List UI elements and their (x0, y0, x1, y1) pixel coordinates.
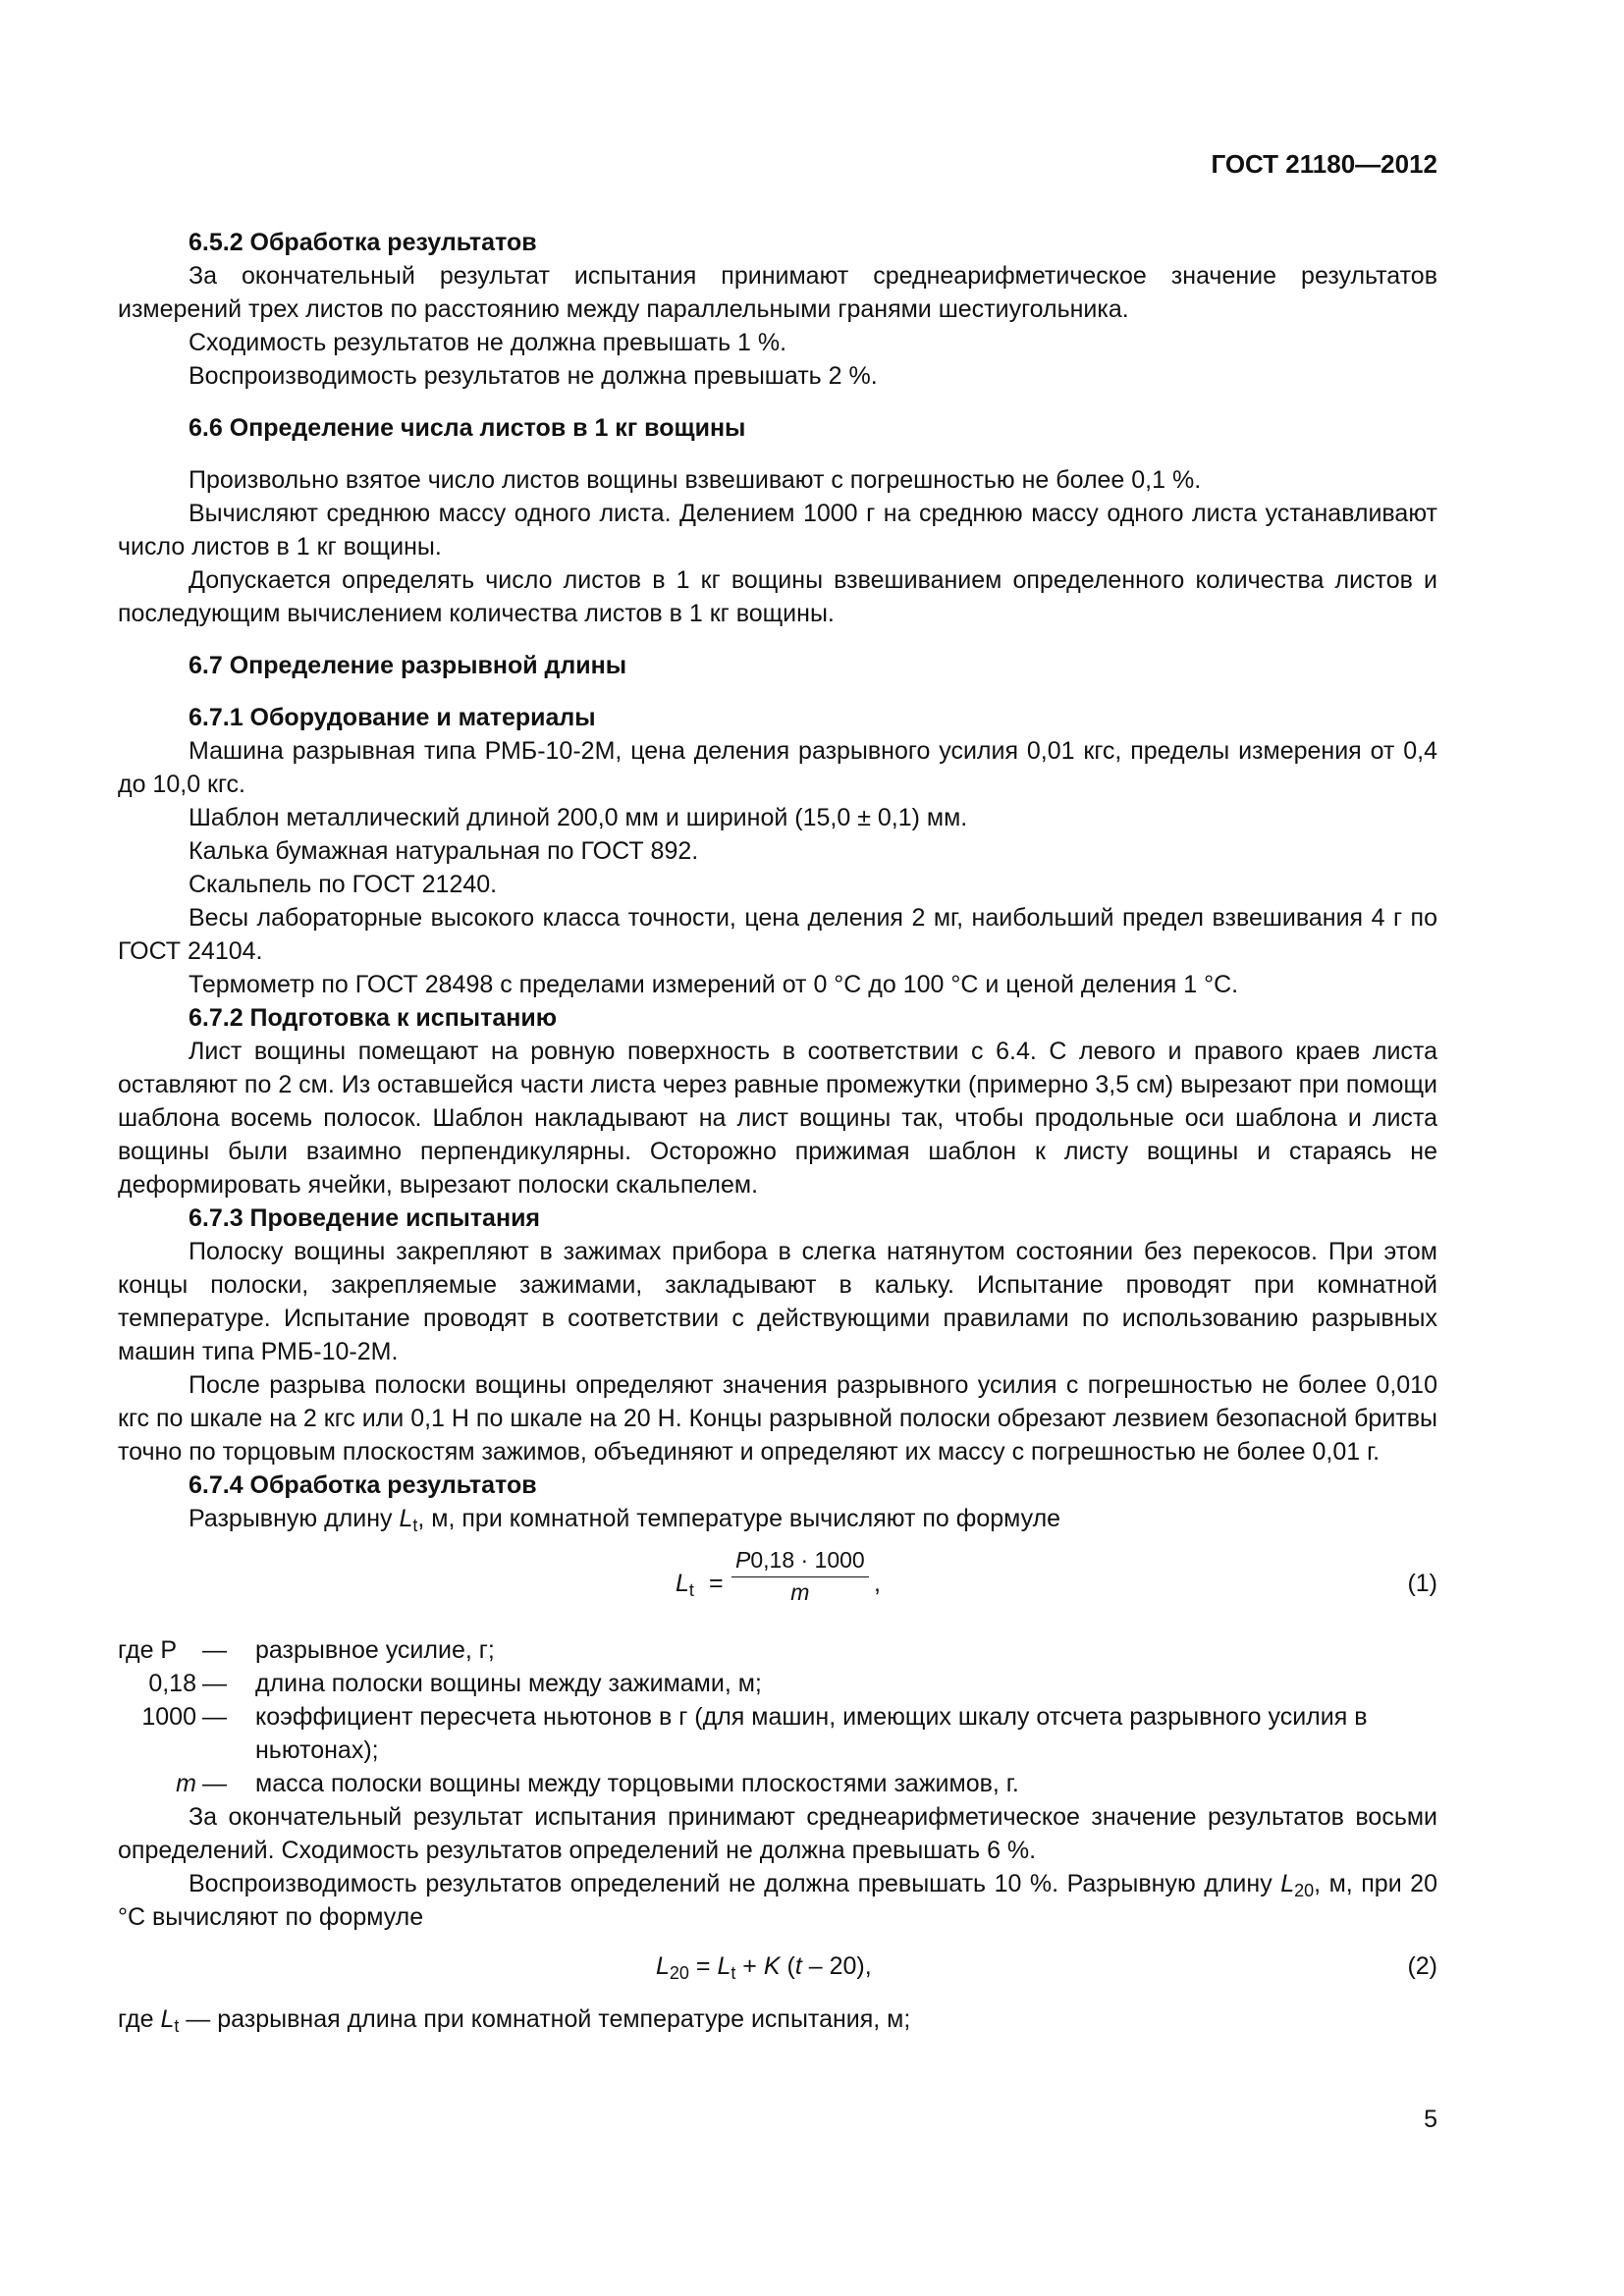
formula-1-denominator: m (790, 1579, 810, 1605)
formula-1-legend (118, 1633, 1437, 1800)
s66-paragraph-1: Произвольно взятое число листов вощины взвешивают с погрешностью не более 0,1 %. (189, 466, 1202, 494)
s652-paragraph-2: Сходимость результатов не должна превышать 1 %. (189, 329, 787, 356)
formula-2-legend-row: где $L_t$ — разрывная длина при комнатной температуре испытания, м; (118, 2005, 911, 2036)
section-6-7-title: 6.7 Определение разрывной длины (189, 652, 627, 679)
s66-paragraph-2: Вычисляют среднюю массу одного листа. Делением 1000 г на среднюю массу одного листа устанавливают число листов в 1 кг вощины. (118, 500, 1437, 561)
equipment-item: Машина разрывная типа РМБ-10-2М, цена деления разрывного усилия 0,01 кгс, пределы измерения от 0,4 до 10,0 кгс. (118, 737, 1437, 798)
formula-1-numerator: P0,18 · 1000 (731, 1545, 869, 1577)
legend-symbol: m (176, 1770, 196, 1797)
s66-paragraph-3: Допускается определять число листов в 1 кг вощины взвешиванием определенного количества листов и последующим вычислением количества листов в 1 кг вощины. (118, 566, 1437, 627)
formula-2-number: (2) (1407, 1952, 1437, 1980)
formula-1-comma: , (874, 1570, 881, 1597)
section-6-5-2-title: 6.5.2 Обработка результатов (189, 229, 537, 256)
legend-description: длина полоски вощины между зажимами, м; (255, 1670, 762, 1697)
standard-header: ГОСТ 21180—2012 (1211, 149, 1437, 179)
legend-row: m — масса полоски вощины между торцовыми плоскостями зажимов, г. (118, 1767, 1437, 1800)
formula-1-lhs: $L_t$ (676, 1570, 694, 1600)
section-6-7-1-title: 6.7.1 Оборудование и материалы (189, 704, 596, 731)
legend-row: 1000 — коэффициент пересчета ньютонов в г (для машин, имеющих шкалу отсчета разрывного усилия в ньютонах); (118, 1700, 1437, 1767)
formula-2-expression: $L_{20} = L_t + K$ (t – 20), (656, 1952, 872, 1983)
legend-description: коэффициент пересчета ньютонов в г (для машин, имеющих шкалу отсчета разрывного усилия в ньютонах); (255, 1703, 1368, 1764)
formula-1-fraction (731, 1545, 869, 1607)
s672-paragraph-1: Лист вощины помещают на ровную поверхность в соответствии с 6.4. С левого и правого краев листа оставляют по 2 см. Из оставшейся части листа через равные промежутки (примерно 3,5 см) вырезают при помощи шаблона восемь полосок. Шаблон накладывают на лист вощины так, чтобы продольные оси шаблона и листа вощины были взаимно перпендикулярны. Осторожно прижимая шаблон к листу вощины и стараясь не деформировать ячейки, вырезают полоски скальпелем. (118, 1038, 1437, 1199)
legend-row: где P — разрывное усилие, г; (118, 1633, 1437, 1667)
equipment-item: Шаблон металлический длиной 200,0 мм и шириной (15,0 ± 0,1) мм. (189, 804, 968, 831)
section-6-7-4-title: 6.7.4 Обработка результатов (189, 1471, 537, 1499)
equipment-item: Скальпель по ГОСТ 21240. (189, 871, 498, 898)
legend-description: масса полоски вощины между торцовыми плоскостями зажимов, г. (255, 1770, 1019, 1797)
formula-2-intro: Воспроизводимость результатов определений не должна превышать 10 %. Разрывную длину $L_{20}$, м, при 20 °С вычисляют по формуле (118, 1870, 1437, 1931)
equipment-item: Калька бумажная натуральная по ГОСТ 892. (189, 837, 699, 865)
legend-symbol: где P (118, 1636, 178, 1664)
section-6-7-3-title: 6.7.3 Проведение испытания (189, 1204, 541, 1232)
page-number: 5 (1424, 2106, 1437, 2133)
formula-1-intro: Разрывную длину $L_t$, м, при комнатной температуре вычисляют по формуле (189, 1505, 1061, 1535)
legend-symbol: 0,18 (148, 1670, 196, 1697)
legend-row: 0,18 — длина полоски вощины между зажимами, м; (118, 1667, 1437, 1700)
section-6-7-2-title: 6.7.2 Подготовка к испытанию (189, 1004, 558, 1032)
s673-paragraph-2: После разрыва полоски вощины определяют значения разрывного усилия с погрешностью не более 0,010 кгс по шкале на 2 кгс или 0,1 Н по шкале на 20 Н. Концы разрывной полоски обрезают лезвием безопасной бритвы точно по торцовым плоскостям зажимов, объединяют и определяют их массу с погрешностью не более 0,01 г. (118, 1371, 1437, 1466)
s652-paragraph-1: За окончательный результат испытания принимают среднеарифметическое значение результатов измерений трех листов по расстоянию между параллельными гранями шестиугольника. (118, 262, 1437, 323)
s673-paragraph-1: Полоску вощины закрепляют в зажимах прибора в слегка натянутом состоянии без перекосов. При этом концы полоски, закрепляемые зажимами, закладывают в кальку. Испытание проводят при комнатной температуре. Испытание проводят в соответствии с действующими правилами по использованию разрывных машин типа РМБ-10-2М. (118, 1238, 1437, 1365)
s652-paragraph-3: Воспроизводимость результатов не должна превышать 2 %. (189, 362, 878, 390)
s674-result-paragraph: За окончательный результат испытания принимают среднеарифметическое значение результатов восьми определений. Сходимость результатов определений не должна превышать 6 %. (118, 1803, 1437, 1864)
page-body (118, 226, 1437, 2036)
equipment-item: Термометр по ГОСТ 28498 с пределами измерений от 0 °С до 100 °С и ценой деления 1 °С. (189, 971, 1239, 998)
legend-description: разрывное усилие, г; (255, 1636, 495, 1664)
legend-symbol: 1000 (141, 1703, 196, 1731)
section-6-6-title: 6.6 Определение числа листов в 1 кг вощины (189, 414, 746, 442)
formula-1 (118, 1535, 1437, 1633)
formula-1-equals: = (709, 1570, 724, 1597)
formula-2 (118, 1934, 1437, 2002)
formula-1-number: (1) (1407, 1570, 1437, 1597)
equipment-item: Весы лабораторные высокого класса точности, цена деления 2 мг, наибольший предел взвешивания 4 г по ГОСТ 24104. (118, 904, 1437, 965)
